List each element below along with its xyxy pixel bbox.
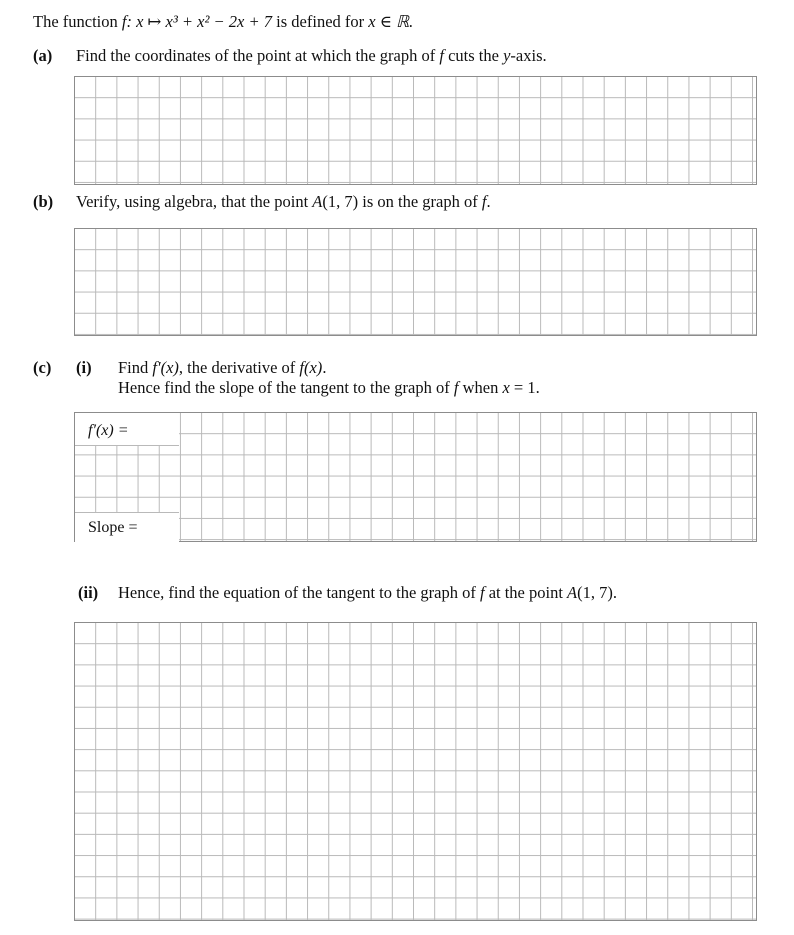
part-c-i-fx: f(x) <box>299 358 323 377</box>
part-a-text-3: -axis. <box>510 46 547 65</box>
part-c-ii-f: f <box>479 583 485 602</box>
part-c-i-x: x <box>502 378 510 397</box>
part-c-ii-text-2: at the point <box>488 583 563 602</box>
part-c-i-f: f <box>453 378 459 397</box>
part-b-question <box>76 192 491 212</box>
intro-function-name: f <box>121 12 127 31</box>
answer-grid-b[interactable] <box>74 228 757 336</box>
intro-domain: x ∈ ℝ. <box>368 12 414 31</box>
part-c-ii-text-1: Hence, find the equation of the tangent to the graph of <box>118 583 476 602</box>
answer-grid-c-ii[interactable] <box>74 622 757 921</box>
part-b-A: A <box>312 192 323 211</box>
intro-mapping: : x ↦ x³ + x² − 2x + 7 <box>126 12 273 31</box>
part-a-text-1: Find the coordinates of the point at which the graph of <box>76 46 436 65</box>
part-c-i-line-1 <box>118 358 326 378</box>
part-c-i-line-2 <box>118 378 540 398</box>
part-c-marker: (c) <box>33 358 52 377</box>
part-a-text-2: cuts the <box>448 46 499 65</box>
intro-prefix: The function <box>33 12 118 31</box>
part-b-text-2: (1, 7) is on the graph of <box>322 192 478 211</box>
part-c-i-text-end: . <box>322 358 327 377</box>
part-b-f: f <box>481 192 487 211</box>
part-b-text-1: Verify, using algebra, that the point <box>76 192 309 211</box>
part-c-i-marker: (i) <box>76 358 92 377</box>
part-b-marker: (b) <box>33 192 54 211</box>
part-a-question <box>76 46 547 66</box>
part-c-i-equals: = 1. <box>513 378 540 397</box>
part-c-ii-A: A <box>567 583 578 602</box>
part-b-text-3: . <box>486 192 491 211</box>
slope-label: Slope = <box>88 519 138 536</box>
intro-suffix: is defined for <box>276 12 365 31</box>
part-a-f: f <box>439 46 444 65</box>
answer-grid-a[interactable] <box>74 76 757 185</box>
part-c-i-when: when <box>462 378 499 397</box>
part-c-ii-text-3: (1, 7). <box>577 583 618 602</box>
part-c-ii-question <box>118 583 617 603</box>
part-c-ii-marker: (ii) <box>78 583 99 602</box>
part-c-i-text-2: Hence find the slope of the tangent to the graph of <box>118 378 450 397</box>
part-c-i-text-1: Find <box>118 358 149 377</box>
part-a-marker: (a) <box>33 46 53 65</box>
part-c-i-fprime: f′(x) <box>152 358 179 377</box>
part-a-y: y <box>503 46 511 65</box>
derivative-label: f′(x) = <box>88 422 129 439</box>
intro-line <box>33 12 413 32</box>
part-c-i-text-mid: , the derivative of <box>178 358 296 377</box>
